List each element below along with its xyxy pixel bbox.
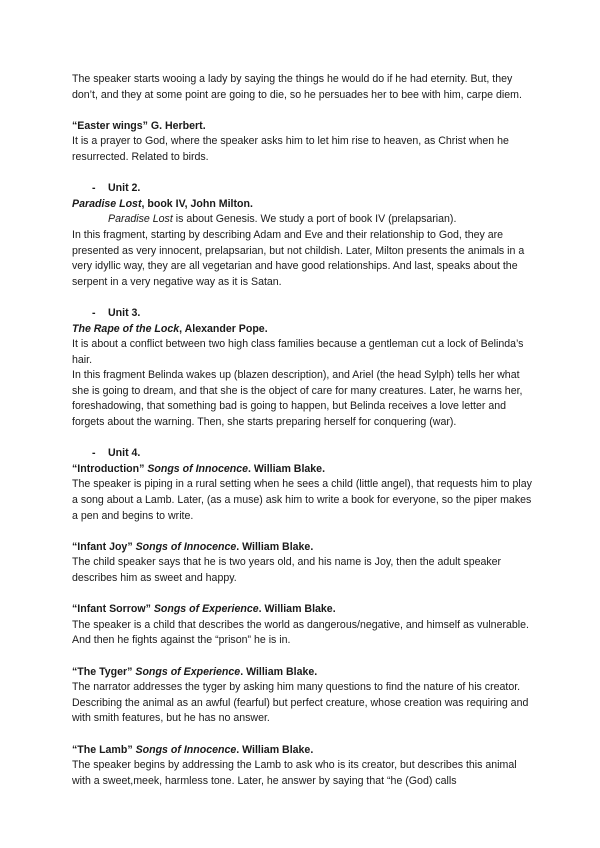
blake-lamb-summary: The speaker begins by addressing the Lamb to ask who is its creator, but describes this animal with a sweet,meek, harmless tone. Later, he answer by saying that “he (God) calls [72,759,517,787]
blake-infant-joy-summary: The child speaker says that he is two years old, and his name is Joy, then the adult speaker describes him as sweet and happy. [72,556,502,584]
blake-tyger-heading: “The Tyger” Songs of Experience. William Blake. [72,665,318,678]
blake-tyger-summary: The narrator addresses the tyger by asking him many questions to find the nature of his creator. Describing the animal as an awful (fearful) but perfect creature, whose creation was requiring and with smith features, but he has no answer. [72,681,529,725]
list-bullet: - [92,306,96,319]
blake-infant-joy-heading: “Infant Joy” Songs of Innocence. William Blake. [72,540,314,553]
blake-infant-sorrow-summary: The speaker is a child that describes the world as dangerous/negative, and himself as vulnerable. And then he fights against the “prison” he is in. [72,618,529,647]
blake-introduction-heading: “Introduction” Songs of Innocence. William Blake. [72,462,326,475]
blake-infant-sorrow-heading: “Infant Sorrow” Songs of Experience. William Blake. [72,603,336,616]
pope-summary-2: In this fragment Belinda wakes up (blazen description), and Ariel (the head Sylph) tells her what she is going to dream, and that she is the object of care for many creatures. Later, he warns her, foreshadowing, that something bad is going to happen, but Belinda receives a love letter and forgets about the warning. Then, she starts preparing herself for conquering (war). [72,369,523,429]
milton-summary: In this fragment, starting by describing Adam and Eve and their relationship to God, they are presented as very innocent, prelapsarian, but not childish. Later, Milton presents the animals in a very idyllic way, they are all vegetarian and have good relationships. And last, speaks about the serpent in a very negative way as it is Satan. [72,228,525,288]
herbert-summary: It is a prayer to God, where the speaker asks him to let him rise to heaven, as Christ when he resurrected. Related to birds. [72,135,509,163]
unit-3-heading: - Unit 3. [72,306,532,322]
herbert-heading: “Easter wings” G. Herbert. [72,119,206,132]
marvell-summary: The speaker starts wooing a lady by saying the things he would do if he had eternity. But, they don’t, and they at some point are going to die, so he persuades her to bee with him, carpe diem. [72,73,522,101]
unit-4-heading: - Unit 4. [72,446,532,462]
list-bullet: - [92,447,96,460]
unit-2-heading: - Unit 2. [72,181,532,197]
blake-introduction-summary: The speaker is piping in a rural setting when he sees a child (little angel), that requests him to play a song about a Lamb. Later, (as a muse) ask him to write a book for everyone, so the piper makes a pen and begins to write. [72,478,532,522]
document-page [72,72,532,789]
pope-heading: The Rape of the Lock, Alexander Pope. [72,322,268,335]
blake-lamb-heading: “The Lamb” Songs of Innocence. William Blake. [72,743,314,756]
pope-summary-1: It is about a conflict between two high class families because a gentleman cut a lock of Belinda’s hair. [72,338,524,366]
milton-intro: Paradise Lost is about Genesis. We study a port of book IV (prelapsarian). [108,213,457,226]
list-bullet: - [92,182,96,195]
milton-heading: Paradise Lost, book IV, John Milton. [72,197,253,210]
